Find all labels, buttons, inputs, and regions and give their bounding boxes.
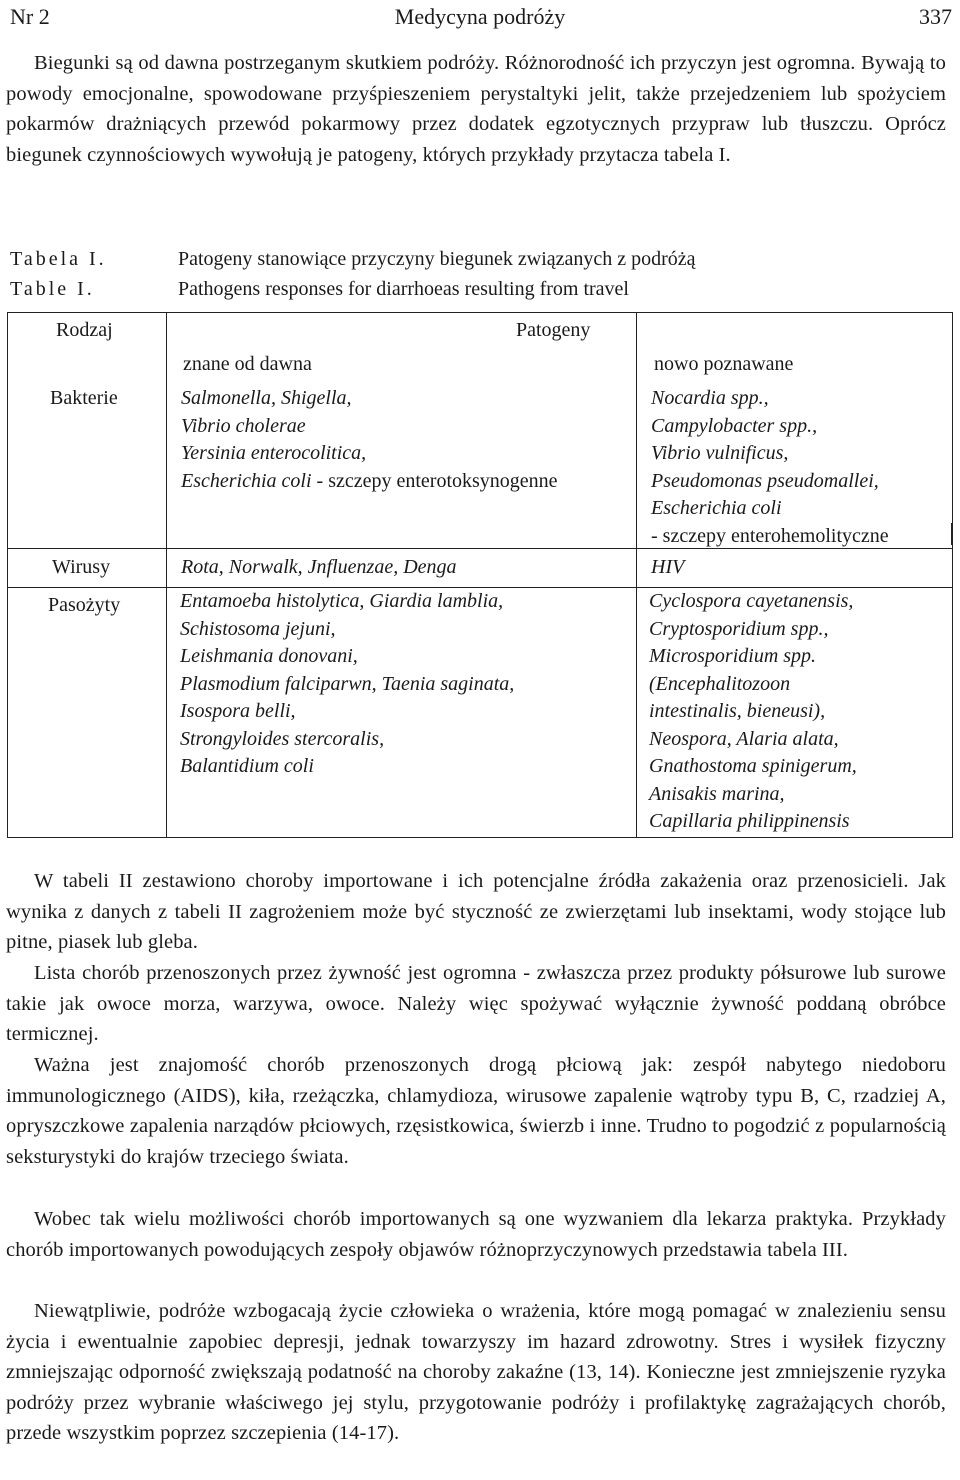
body-paragraph-4 xyxy=(6,1204,946,1265)
list-item: Cryptosporidium spp., xyxy=(649,617,829,640)
caption-polish xyxy=(10,244,696,274)
wirusy-known: Rota, Norwalk, Jnfluenzae, Denga xyxy=(181,556,457,578)
header-patogeny: Patogeny xyxy=(516,319,591,341)
body-paragraph-5 xyxy=(6,1296,946,1449)
list-item: Schistosoma jejuni, xyxy=(180,617,336,640)
caption-en-text: Pathogens responses for diarrhoeas resulting from travel xyxy=(178,278,629,300)
list-item: Strongyloides stercoralis, xyxy=(180,727,385,750)
list-item: Plasmodium falciparwn, Taenia saginata, xyxy=(180,672,515,695)
subheader-new: nowo poznawane xyxy=(654,353,794,375)
list-item-suffix: - szczepy enterotoksynogenne xyxy=(311,469,558,492)
pasozyty-known-list xyxy=(180,588,514,781)
issue-number: Nr 2 xyxy=(10,4,50,29)
list-item: Vibrio cholerae xyxy=(181,414,306,437)
wirusy-new: HIV xyxy=(651,556,685,578)
list-item: Balantidium coli xyxy=(180,755,314,777)
list-item: Anisakis marina, xyxy=(649,782,785,805)
list-item: Isospora belli, xyxy=(180,700,296,722)
list-item: Pseudomonas pseudomallei, xyxy=(651,469,879,492)
list-item: Yersinia enterocolitica, xyxy=(181,442,367,464)
caption-english xyxy=(10,274,629,304)
paragraph-text: Lista chorób przenoszonych przez żywność jest ogromna - zwłaszcza przez produkty półsurowe lub surowe takie jak owoce morza, warzywa, owoce. Należy więc spożywać wyłącznie żywność poddaną obróbce termicznej. xyxy=(6,962,946,1045)
bakterie-known-list xyxy=(181,385,558,495)
list-item: Entamoeba histolytica, Giardia lamblia, xyxy=(180,590,504,612)
list-item: Salmonella, Shigella, xyxy=(181,387,352,409)
list-item-suffix: - szczepy enterohemolityczne xyxy=(651,524,889,547)
list-item xyxy=(181,468,558,496)
list-item: Microsporidium spp. xyxy=(649,645,817,667)
list-item: Escherichia coli xyxy=(651,497,782,519)
table-col-divider-2 xyxy=(636,313,637,837)
list-item: Gnathostoma spinigerum, xyxy=(649,755,857,777)
subheader-known: znane od dawna xyxy=(183,353,312,375)
pasozyty-new-list xyxy=(649,588,857,836)
list-item: Vibrio vulnificus, xyxy=(651,442,789,464)
list-item: Capillaria philippinensis xyxy=(649,810,850,832)
running-header xyxy=(0,0,960,40)
list-item: Campylobacter spp., xyxy=(651,414,818,437)
list-item: intestinalis, bieneusi), xyxy=(649,700,826,722)
header-rodzaj: Rodzaj xyxy=(56,319,113,341)
list-item: Cyclospora cayetanensis, xyxy=(649,590,854,612)
body-paragraph-3 xyxy=(6,1050,946,1172)
paragraph-text: Ważna jest znajomość chorób przenoszonych drogą płciową jak: zespół nabytego niedoboru immunologicznego (AIDS), kiła, rzeżączka, chlamydioza, wirusowe zapalenie wątroby typu B, C, rzadziej A, opryszczkowe zapalenia narządów płciowych, rzęsistkowica, świerzb i inne. Trudno to pogodzić z popularnością seksturystyki do krajów trzeciego świata. xyxy=(6,1054,946,1168)
paragraph-text: Wobec tak wielu możliwości chorób importowanych są one wyzwaniem dla lekarza praktyka. Przykłady chorób importowanych powodujących zespoły objawów różnoprzyczynowych przedstawia tabela III. xyxy=(6,1208,946,1261)
intro-text: Biegunki są od dawna postrzeganym skutkiem podróży. Różnorodność ich przyczyn jest ogromna. Bywają to powody emocjonalne, spowodowane przyśpieszeniem perystaltyki jelit, także przejedzeniem lub spożyciem pokarmów drażniących przewód pokarmowy przez dodatek egzotycznych przypraw lub tłuszczu. Oprócz biegunek czynnościowych wywołują je patogeny, których przykłady przytacza tabela I. xyxy=(6,52,946,166)
caption-en-label: Table I. xyxy=(10,278,95,300)
row-type-wirusy: Wirusy xyxy=(52,556,111,578)
journal-title: Medycyna podróży xyxy=(394,4,566,29)
caption-pl-text: Patogeny stanowiące przyczyny biegunek związanych z podróżą xyxy=(178,248,696,270)
paragraph-text: W tabeli II zestawiono choroby importowane i ich potencjalne źródła zakażenia oraz przenosicieli. Jak wynika z danych z tabeli II zagrożeniem może być styczność ze zwierzętami lub insektami, wody stojące lub pitne, piasek lub gleba. xyxy=(6,870,946,953)
list-item: Nocardia spp., xyxy=(651,387,769,409)
page-number: 337 xyxy=(919,4,952,29)
list-item: Leishmania donovani, xyxy=(180,645,358,667)
cell-edge-mark xyxy=(951,523,953,545)
paragraph-text: Niewątpliwie, podróże wzbogacają życie człowieka o wrażenia, które mogą pomagać w znalezieniu sensu życia i ewentualnie zapobiec depresji, jednak towarzyszy im hazard zdrowotny. Stres i wysiłek fizyczny zmniejszając odporność zwiększają podatność na choroby zakaźne (13, 14). Konieczne jest zmniejszenie ryzyka podróży przez wybranie właściwego jej stylu, przygotowanie podróży i profilaktykę zagrażających chorób, przede wszystkim poprzez szczepienia (14-17). xyxy=(6,1300,946,1444)
list-item: (Encephalitozoon xyxy=(649,672,791,695)
intro-paragraph xyxy=(6,48,946,170)
table-col-divider-1 xyxy=(166,313,167,837)
body-paragraph-1 xyxy=(6,866,946,958)
body-paragraph-2 xyxy=(6,958,946,1050)
bakterie-new-list xyxy=(651,385,889,550)
pathogens-table xyxy=(7,312,953,838)
list-item-italic: Escherichia coli xyxy=(181,469,312,492)
list-item: Neospora, Alaria alata, xyxy=(649,727,839,750)
caption-pl-label: Tabela I. xyxy=(10,248,107,270)
row-type-pasozyty: Pasożyty xyxy=(48,594,121,616)
row-type-bakterie: Bakterie xyxy=(50,387,118,409)
